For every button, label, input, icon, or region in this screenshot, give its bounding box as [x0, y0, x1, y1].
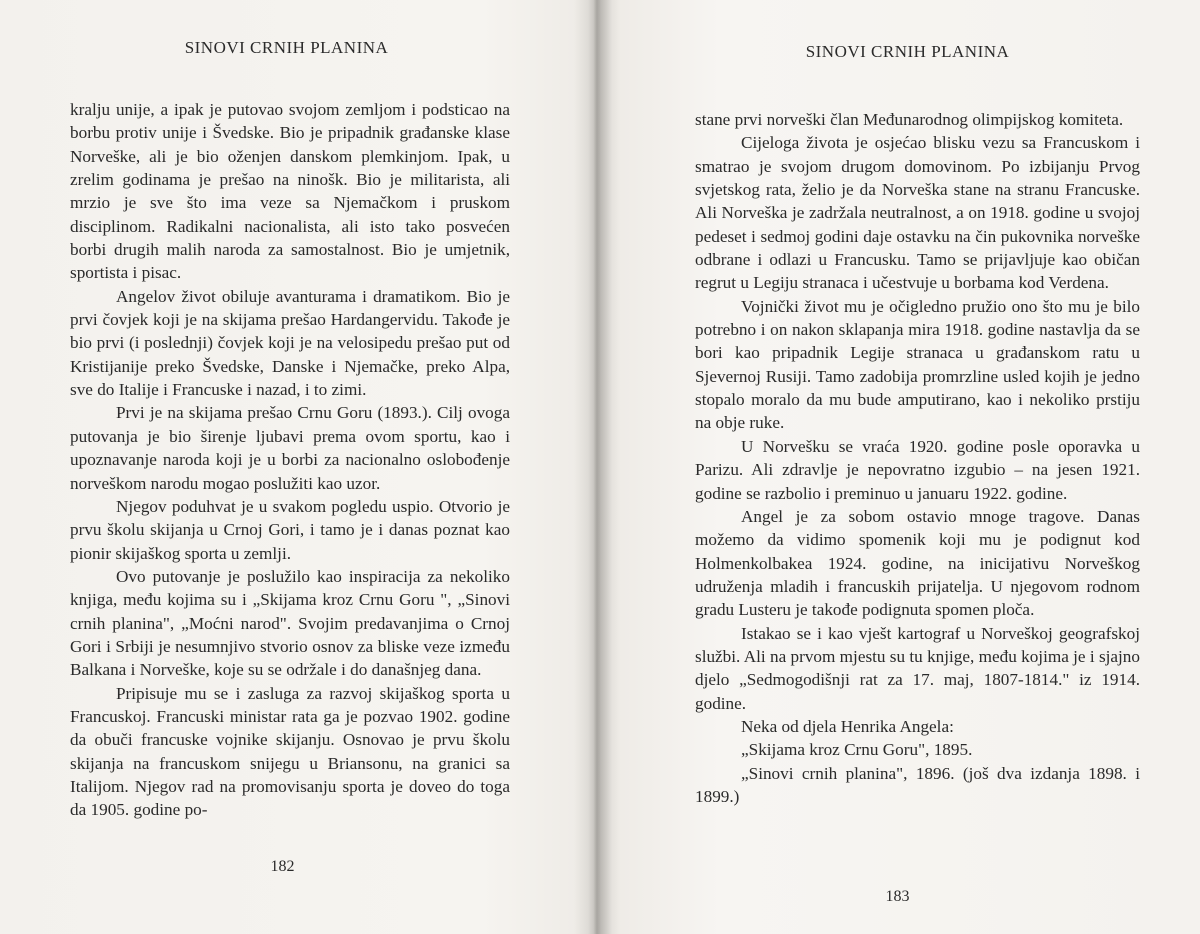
- paragraph: kralju unije, a ipak je putovao svojom zemljom i podsticao na borbu protiv unije i Švedske. Bio je pripadnik građanske klase Norveške, ali je bio oženjen danskom plemkinjom. Ipak, u zrelim godinama je prešao na ninošk. Bio je militarista, ali mrzio je sve što ima veze sa Njemačkom i pruskom disciplinom. Radikalni nacionalista, ali isto tako posvećen borbi drugih malih naroda za samostalnost. Bio je umjetnik, sportista i pisac.: [70, 100, 510, 283]
- works-list-item: „Sinovi crnih planina", 1896. (još dva izdanja 1898. i 1899.): [695, 763, 1140, 806]
- right-page: [615, 0, 1200, 934]
- running-header-right: SINOVI CRNIH PLANINA: [805, 42, 1010, 61]
- paragraph: Istakao se i kao vješt kartograf u Norveškoj geografskoj službi. Ali na prvom mjestu su tu knjige, među kojima je i sjajno djelo „Sedmogodišnji rat za 17. maj, 1807-1814." iz 1914. godine.: [695, 623, 1140, 713]
- left-page: [0, 0, 585, 934]
- paragraph: Cijeloga života je osjećao blisku vezu sa Francuskom i smatrao je svojom drugom domovinom. Po izbijanju Prvog svjetskog rata, želio je da Norveška stane na stranu Francuske. Ali Norveška je zadržala neutralnost, a on 1918. godine u svojoj pedeset i sedmoj godini daje ostavku na čin pukovnika norveške odbrane i odlazi u Francusku. Tamo se prijavljuje kao običan regrut u Legiju stranaca i učestvuje u borbama kod Verdena.: [695, 133, 1140, 293]
- paragraph: U Norvešku se vraća 1920. godine posle oporavka u Parizu. Ali zdravlje je nepovratno izgubio – na jesen 1921. godine se razbolio i preminuo u januaru 1922. godine.: [695, 436, 1140, 503]
- page-number-left: 182: [270, 858, 295, 875]
- paragraph: Ovo putovanje je poslužilo kao inspiracija za nekoliko knjiga, među kojima su i „Skijama kroz Crnu Goru ", „Sinovi crnih planina", „Moćni narod". Svojim predavanjima o Crnoj Gori i Srbiji je nesumnjivo stvorio osnov za bliske veze između Balkana i Norveške, koje su se održale i do današnjeg dana.: [70, 566, 510, 680]
- paragraph: Angelov život obiluje avanturama i dramatikom. Bio je prvi čovjek koji je na skijama prešao Hardangervidu. Takođe je bio prvi (i poslednji) čovjek koji je na velosipedu prešao put od Kristijanije preko Švedske, Danske i Njemačke, preko Alpa, sve do Italije i Francuske i nazad, i to zimi.: [70, 286, 510, 400]
- left-page-body: [70, 98, 510, 822]
- paragraph: Angel je za sobom ostavio mnoge tragove. Danas možemo da vidimo spomenik koji mu je podignut kod Holmenkolbakea 1924. godine, na inicijativu Norveškog udruženja mladih i francuskih prijatelja. U njegovom rodnom gradu Lusteru je takođe podignuta spomen ploča.: [695, 506, 1140, 620]
- works-list-heading: Neka od djela Henrika Angela:: [741, 716, 954, 736]
- right-page-body: [695, 108, 1140, 808]
- paragraph: Prvi je na skijama prešao Crnu Goru (1893.). Cilj ovoga putovanja je bio širenje ljubavi prema ovom sportu, kao i upoznavanje naroda koji je u borbi za nacionalno oslobođenje norveškom narodu mogao poslužiti kao uzor.: [70, 403, 510, 493]
- paragraph: Njegov poduhvat je u svakom pogledu uspio. Otvorio je prvu školu skijanja u Crnoj Gori, i tamo je i danas poznat kao pionir skijaškog sporta u zemlji.: [70, 496, 510, 563]
- page-number-right: 183: [885, 888, 910, 905]
- paragraph: Pripisuje mu se i zasluga za razvoj skijaškog sporta u Francuskoj. Francuski ministar rata ga je pozvao 1902. godine da obuči francuske vojnike skijanju. Osnovao je prvu školu skijanja na francuskom snijegu u Briansonu, na granici sa Italijom. Njegov rad na promovisanju sporta je doveo do toga da 1905. godine po-: [70, 683, 510, 820]
- works-list-item: „Skijama kroz Crnu Goru", 1895.: [741, 740, 973, 760]
- running-header-left: SINOVI CRNIH PLANINA: [184, 38, 389, 57]
- paragraph: stane prvi norveški član Međunarodnog olimpijskog komiteta.: [695, 110, 1124, 129]
- paragraph: Vojnički život mu je očigledno pružio ono što mu je bilo potrebno i on nakon sklapanja mira 1918. godine nastavlja da se bori kao pripadnik Legije stranaca u građanskom ratu u Sjevernoj Rusiji. Tamo zadobija promrzline usled kojih je jedno stopalo moralo da mu bude amputirano, kao i nekoliko prstiju na obje ruke.: [695, 296, 1140, 433]
